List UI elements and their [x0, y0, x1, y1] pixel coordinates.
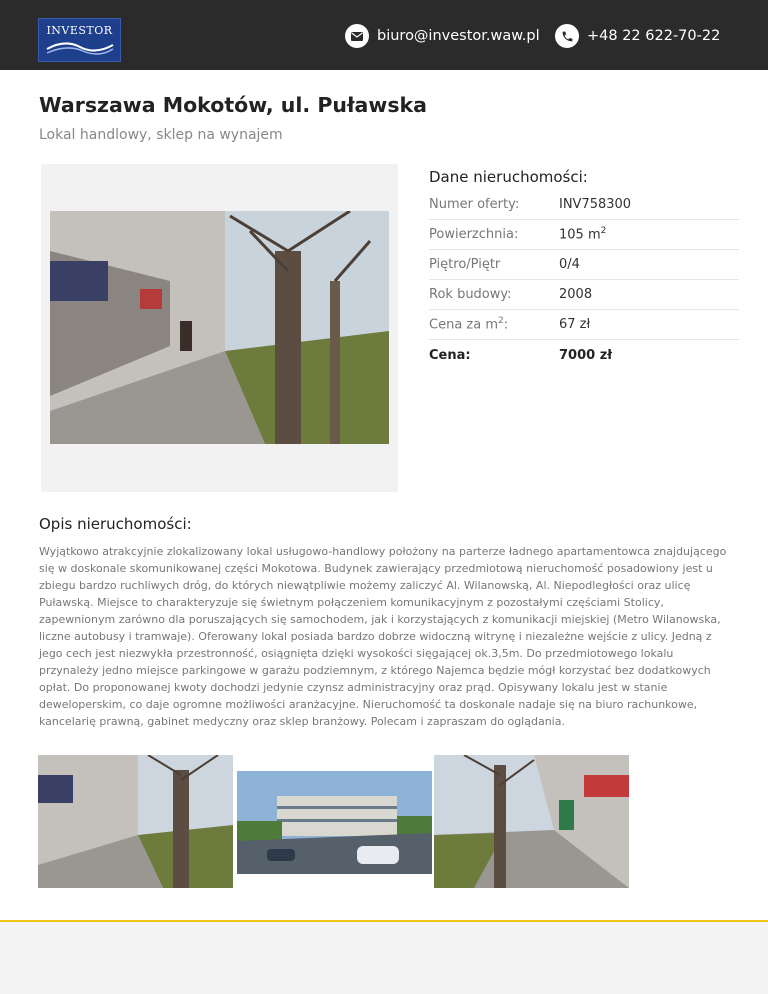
main-photo[interactable]	[50, 211, 389, 444]
detail-row-offer-number	[429, 190, 739, 220]
detail-row-price-per-m2	[429, 310, 739, 340]
detail-value: 2008	[559, 287, 593, 302]
top-bar	[0, 0, 768, 70]
detail-label: Numer oferty:	[429, 197, 520, 212]
contact-phone-link[interactable]	[555, 24, 720, 48]
detail-value: 0/4	[559, 257, 580, 272]
detail-value: 67 zł	[559, 317, 591, 332]
description-heading: Opis nieruchomości:	[39, 515, 192, 533]
detail-label: Powierzchnia:	[429, 227, 519, 242]
gallery-thumbnail[interactable]	[38, 755, 233, 888]
footer	[0, 922, 768, 994]
detail-row-price	[429, 340, 739, 370]
detail-row-area	[429, 220, 739, 250]
email-text: biuro@investor.waw.pl	[377, 28, 540, 44]
description-text: Wyjątkowo atrakcyjnie zlokalizowany lokal usługowo-handlowy położony na parterze ładnego apartamentowca znajdującego się w doskonale skomunikowanej części Mokotowa. Budynek zawierający przedmiotową nieruchomość posadowiony jest u zbiegu bardzo ruchliwych dróg, do których niewątpliwie możemy zaliczyć Al. Wilanowską, Al. Niepodległości oraz ulicę Puławską. Miejsce to charakteryzuje się świetnym połączeniem komunikacyjnym z pozostałymi częściami Stolicy, zapewnionym zarówno dla poruszających się samochodem, jak i korzystających z komunikacji miejskiej (Metro Wilanowska, liczne autobusy i tramwaje). Oferowany lokal posiada bardzo dobrze widoczną witrynę i niezależne wejście z ulicy. Jedną z jego cech jest niezwykła przestronność, osiągnięta dzięki wysokości sięgającej ok.3,5m. Do przedmiotowego lokalu przynależy jedno miejsce parkingowe w garażu podziemnym, z którego Najemca będzie mógł korzystać bez dodatkowych opłat. Do proponowanej kwoty dochodzi jedynie czynsz administracyjny oraz prąd. Opisywany lokalu jest w stanie deweloperskim, co daje ogromne możliwości aranżacyjne. Nieruchomość ta doskonale nadaje się na biuro rachunkowe, kancelarię prawną, gabinet medyczny oraz sklep branżowy. Polecam i zapraszam do oglądania.	[39, 545, 727, 728]
details-table	[429, 190, 739, 370]
gallery-thumbnail[interactable]	[237, 771, 432, 874]
envelope-icon	[345, 24, 369, 48]
detail-label: Cena:	[429, 347, 471, 363]
detail-label: Cena za $m^2$:	[429, 316, 509, 333]
logo-wave-icon	[45, 39, 115, 55]
detail-row-floor	[429, 250, 739, 280]
investor-logo[interactable]	[38, 18, 121, 62]
detail-label: Piętro/Piętr	[429, 257, 501, 272]
listing-title: Warszawa Mokotów, ul. Puławska	[39, 93, 427, 117]
details-heading: Dane nieruchomości:	[429, 168, 588, 186]
listing-subtitle: Lokal handlowy, sklep na wynajem	[39, 127, 283, 143]
gallery-thumbnail[interactable]	[434, 755, 629, 888]
contact-email-link[interactable]	[345, 24, 540, 48]
logo-text: INVESTOR	[46, 24, 113, 37]
phone-text: +48 22 622-70-22	[587, 28, 721, 44]
detail-row-year	[429, 280, 739, 310]
detail-value: 105 $m^2$	[559, 226, 607, 243]
detail-label: Rok budowy:	[429, 287, 512, 302]
detail-value: 7000 zł	[559, 347, 613, 363]
phone-icon	[555, 24, 579, 48]
detail-value: INV758300	[559, 197, 632, 212]
